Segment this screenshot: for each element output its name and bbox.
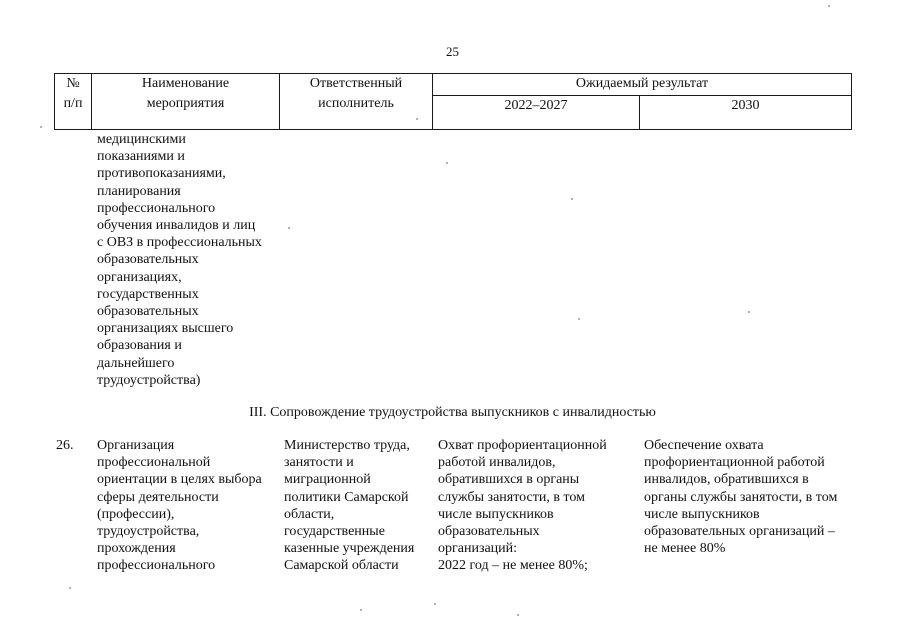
scan-speck [446,162,448,164]
page-number: 25 [446,44,459,59]
row-26-result-2022-2027: Охват профориентационной работой инвалидов, обратившихся в органы службы занятости, в том числе выпускников образовательных организаций: 2022 год – не менее 80%; [438,438,607,574]
scan-speck [434,603,436,605]
header-col-measure [92,74,280,130]
row-26-measure: Организация профессиональной ориентации в целях выбора сферы деятельности (профессии), трудоустройства, прохождения профессионального [97,438,262,574]
row-26-executor: Министерство труда, занятости и миграционной политики Самарской области, государственные казенные учреждения Самарской области [284,438,415,574]
header-col-number-label: № п/п [63,76,83,111]
header-col-number [55,74,92,130]
scan-speck [40,126,42,128]
header-sub-2022-2027: 2022–2027 [433,96,640,130]
scan-speck [578,318,580,320]
scan-speck [748,311,750,313]
measure-continuation-text: медицинскими показаниями и противопоказаниями, планирования профессионального обучения инвалидов и лиц с ОВЗ в профессиональных образовательных организациях, государственных образовательных организациях высшего образования и дальнейшего трудоустройства) [97,132,262,388]
scan-speck [288,227,290,229]
scan-speck [360,609,362,611]
header-col-executor-label: Ответственный исполнитель [309,76,403,111]
scan-speck [517,614,519,616]
row-26-result-2030: Обеспечение охвата профориентационной работой инвалидов, обратившихся в органы службы занятости, в том числе выпускников образовательных организаций – не менее 80% [644,438,838,557]
scan-speck [828,5,830,7]
scan-speck [416,118,418,120]
scan-speck [69,587,71,589]
row-26-number: 26. [56,438,74,453]
section-title: III. Сопровождение трудоустройства выпускников с инвалидностью [249,405,656,420]
scan-speck [571,198,573,200]
header-sub-2030: 2030 [640,96,852,130]
table-header [54,73,852,130]
header-col-expected-result: Ожидаемый результат [433,74,852,96]
header-col-executor [280,74,433,130]
header-col-measure-label: Наименование мероприятия [141,76,230,111]
